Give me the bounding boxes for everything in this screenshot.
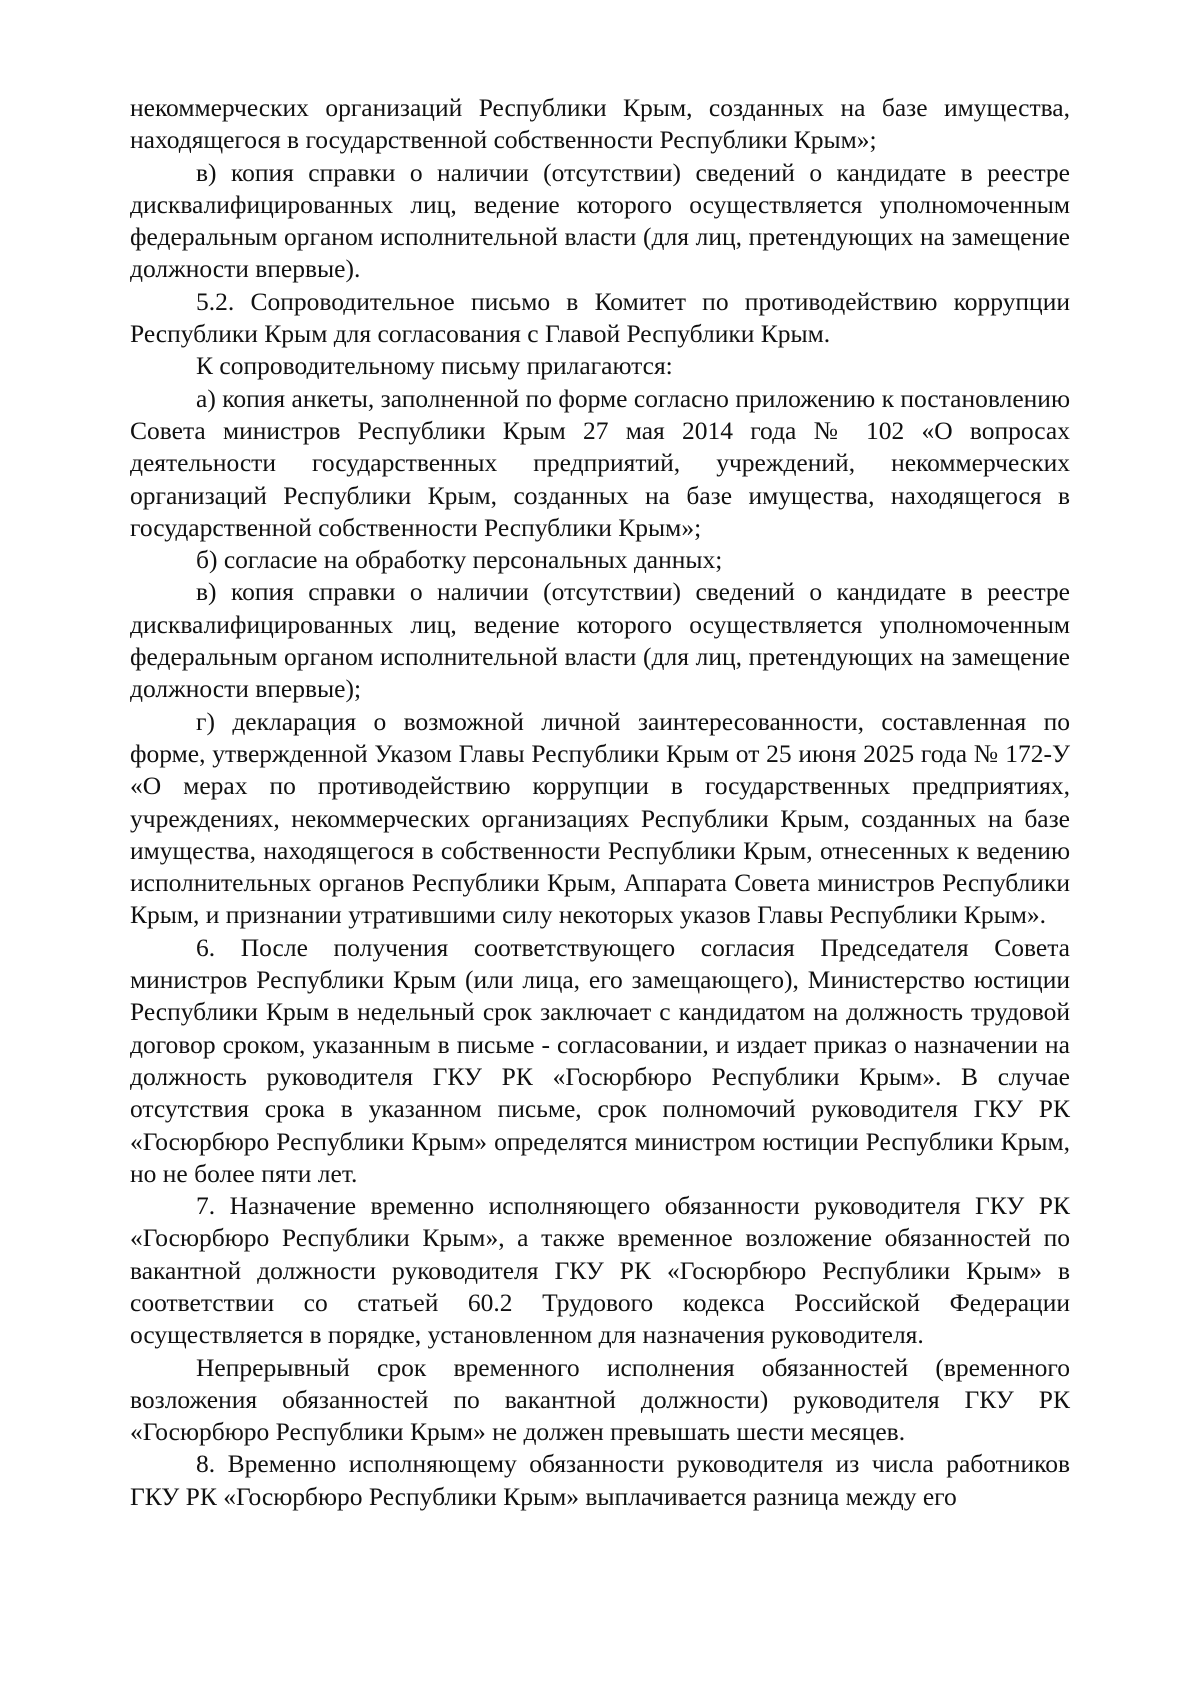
paragraph-item-v-first: в) копия справки о наличии (отсутствии) сведений о кандидате в реестре дисквалифицированных лиц, ведение которого осуществляется уполномоченным федеральным органом исполнительной власти (для лиц, претендующих на замещение должности впервые). xyxy=(130,157,1070,284)
paragraph-7: 7. Назначение временно исполняющего обязанности руководителя ГКУ РК «Госюрбюро Республики Крым», а также временное возложение обязанностей по вакантной должности руководителя ГКУ РК «Госюрбюро Республики Крым» в соответствии со статьей 60.2 Трудового кодекса Российской Федерации осуществляется в порядке, установленном для назначения руководителя. xyxy=(130,1191,1070,1350)
document-body xyxy=(130,92,1070,1513)
paragraph-attachments-intro: К сопроводительному письму прилагаются: xyxy=(196,351,673,381)
paragraph-item-b: б) согласие на обработку персональных данных; xyxy=(196,545,723,575)
paragraph-8: 8. Временно исполняющему обязанности руководителя из числа работников ГКУ РК «Госюрбюро Республики Крым» выплачивается разница между его xyxy=(130,1449,1070,1511)
paragraph-5-2: 5.2. Сопроводительное письмо в Комитет по противодействию коррупции Республики Крым для согласования с Главой Республики Крым. xyxy=(130,286,1070,349)
paragraph-continuous-term: Непрерывный срок временного исполнения обязанностей (временного возложения обязанностей по вакантной должности) руководителя ГКУ РК «Госюрбюро Республики Крым» не должен превышать шести месяцев. xyxy=(130,1352,1070,1447)
paragraph-6: 6. После получения соответствующего согласия Председателя Совета министров Республики Крым (или лица, его замещающего), Министерство юстиции Республики Крым в недельный срок заключает с кандидатом на должность трудовой договор сроком, указанным в письме - согласовании, и издает приказ о назначении на должность руководителя ГКУ РК «Госюрбюро Республики Крым». В случае отсутствия срока в указанном письме, срок полномочий руководителя ГКУ РК «Госюрбюро Республики Крым» определятся министром юстиции Республики Крым, но не более пяти лет. xyxy=(130,932,1070,1188)
paragraph-item-a: а) копия анкеты, заполненной по форме согласно приложению к постановлению Совета министров Республики Крым 27 мая 2014 года № 102 «О вопросах деятельности государственных предприятий, учреждений, некоммерческих организаций Республики Крым, созданных на базе имущества, находящегося в государственной собственности Республики Крым»; xyxy=(130,383,1070,542)
paragraph-continuation: некоммерческих организаций Республики Крым, созданных на базе имущества, находящегося в государственной собственности Республики Крым»; xyxy=(130,93,1070,155)
paragraph-item-g: г) декларация о возможной личной заинтересованности, составленная по форме, утвержденной Указом Главы Республики Крым от 25 июня 2025 года № 172-У «О мерах по противодействию коррупции в государственных предприятиях, учреждениях, некоммерческих организациях Республики Крым, созданных на базе имущества, находящегося в собственности Республики Крым, отнесенных к ведению исполнительных органов Республики Крым, Аппарата Совета министров Республики Крым, и признании утратившими силу некоторых указов Главы Республики Крым». xyxy=(130,706,1070,930)
paragraph-item-v-second: в) копия справки о наличии (отсутствии) сведений о кандидате в реестре дисквалифицированных лиц, ведение которого осуществляется уполномоченным федеральным органом исполнительной власти (для лиц, претендующих на замещение должности впервые); xyxy=(130,577,1070,704)
